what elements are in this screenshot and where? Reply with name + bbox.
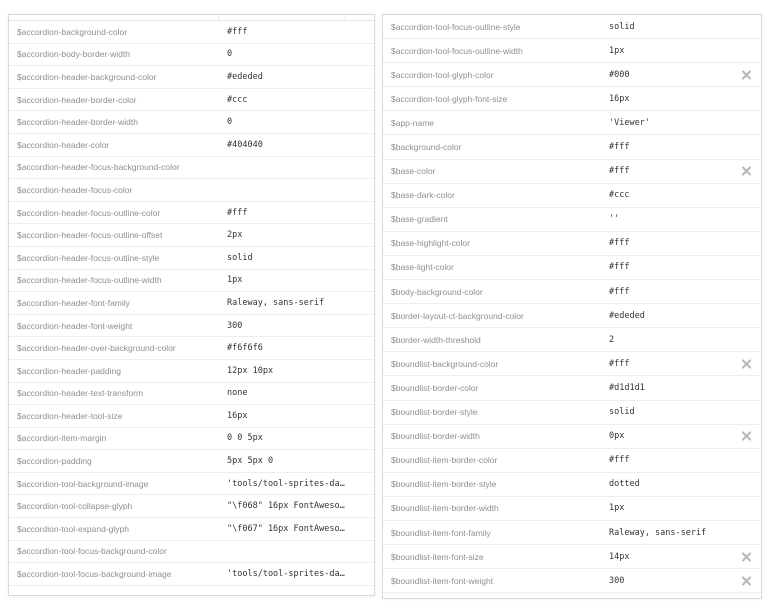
variable-name: $accordion-header-border-width [17,117,138,128]
variable-value[interactable]: solid [227,252,253,263]
variable-name: $base-color [391,166,436,177]
variable-name: $accordion-header-focus-outline-offset [17,230,163,241]
close-icon[interactable] [742,432,751,441]
variable-value[interactable]: 0 0 5px [227,433,263,444]
variable-name: $accordion-tool-focus-outline-style [391,21,521,32]
variable-value[interactable]: #fff [609,142,630,153]
variable-name: $boundlist-item-font-size [391,551,484,562]
variable-name: $boundlist-item-border-color [391,455,498,466]
variable-value[interactable]: 5px 5px 0 [227,456,274,467]
close-icon[interactable] [742,359,751,368]
variable-row[interactable] [9,450,374,473]
variable-row[interactable] [9,518,374,541]
variable-row[interactable] [9,315,374,338]
close-icon[interactable] [742,552,751,561]
variable-row[interactable] [383,449,761,473]
variable-row[interactable] [9,157,374,180]
variable-value[interactable]: #fff [609,238,630,249]
variable-row[interactable] [9,428,374,451]
variable-row[interactable] [9,405,374,428]
variable-name: $body-background-color [391,286,483,297]
variable-value[interactable]: #d1d1d1 [609,382,645,393]
variable-name: $boundlist-item-border-width [391,503,499,514]
variable-row[interactable] [383,328,761,352]
variable-value[interactable]: 1px [609,503,625,514]
variable-name: $accordion-header-focus-outline-width [17,275,162,286]
variable-row[interactable] [383,256,761,280]
variable-row[interactable] [383,376,761,400]
variable-name: $base-light-color [391,262,454,273]
variable-row[interactable] [9,495,374,518]
variable-value[interactable]: #ccc [227,94,248,105]
variable-value[interactable]: 16px [609,93,630,104]
variable-name: $boundlist-item-border-style [391,479,497,490]
variable-row[interactable] [9,66,374,89]
variable-row[interactable] [383,39,761,63]
variable-value[interactable]: Raleway, sans-serif [227,297,325,308]
variable-name: $boundlist-border-style [391,407,478,418]
variable-value[interactable]: 2px [227,230,243,241]
variable-name: $accordion-header-font-family [17,297,130,308]
variable-value[interactable]: #fff [609,455,630,466]
variable-name: $accordion-body-border-width [17,49,130,60]
variable-row[interactable] [9,179,374,202]
variable-name: $accordion-header-text-transform [17,388,144,399]
variable-name: $base-highlight-color [391,238,470,249]
variable-name: $accordion-header-padding [17,365,121,376]
variable-value[interactable]: 12px 10px [227,365,274,376]
variable-value[interactable]: 'tools/tool-sprites-da… [227,478,345,489]
variable-name: $accordion-header-over-background-color [17,343,176,354]
variable-name: $accordion-tool-collapse-glyph [17,501,133,512]
variable-name: $accordion-header-font-weight [17,320,133,331]
variable-row[interactable] [9,383,374,406]
variable-value[interactable]: none [227,388,248,399]
variable-value[interactable]: '' [609,214,620,225]
variable-row[interactable] [9,202,374,225]
variable-value[interactable]: dotted [609,479,640,490]
variable-name: $accordion-header-background-color [17,71,157,82]
variable-name: $accordion-header-focus-color [17,184,133,195]
variable-row[interactable] [383,352,761,376]
variable-name: $accordion-header-focus-background-color [17,162,180,173]
variable-name: $accordion-tool-focus-background-image [17,569,172,580]
variable-name: $accordion-tool-background-image [17,478,149,489]
variable-name: $app-name [391,117,435,128]
variable-value[interactable]: 16px [227,410,248,421]
variable-row[interactable] [383,521,761,545]
variable-value[interactable]: #fff [609,358,630,369]
right-variables-grid [382,14,762,599]
variable-row[interactable] [383,280,761,304]
variable-row[interactable] [9,541,374,564]
variable-name: $base-dark-color [391,190,455,201]
variable-name: $boundlist-background-color [391,358,499,369]
variable-value[interactable]: 0px [609,431,625,442]
variable-value[interactable]: 300 [609,575,625,586]
variable-name: $boundlist-border-color [391,382,479,393]
left-grid-column-divider [218,15,219,20]
variable-value[interactable]: #000 [609,69,630,80]
variable-name: $boundlist-border-width [391,431,480,442]
variable-name: $boundlist-item-font-family [391,527,491,538]
variable-name: $border-width-threshold [391,334,481,345]
variable-name: $accordion-padding [17,456,92,467]
variable-row[interactable] [9,111,374,134]
variable-row[interactable] [383,63,761,87]
variable-name: $base-gradient [391,214,448,225]
variable-row[interactable] [9,292,374,315]
variable-row[interactable] [383,160,761,184]
variable-value[interactable]: #404040 [227,139,263,150]
variable-name: $boundlist-item-font-weight [391,575,494,586]
variable-row[interactable] [9,360,374,383]
right-variables-list [383,15,761,593]
variable-name: $accordion-header-color [17,139,110,150]
variable-name: $accordion-tool-focus-outline-width [391,45,523,56]
variable-name: $accordion-tool-glyph-font-size [391,93,508,104]
variable-row[interactable] [383,545,761,569]
variable-value[interactable]: #ccc [609,190,630,201]
variable-row[interactable] [383,304,761,328]
variable-row[interactable] [9,89,374,112]
variable-row[interactable] [9,134,374,157]
variable-value[interactable]: Raleway, sans-serif [609,527,707,538]
variable-value[interactable]: 14px [609,551,630,562]
variable-name: $accordion-tool-expand-glyph [17,523,129,534]
variable-row[interactable] [383,425,761,449]
variable-row[interactable] [9,224,374,247]
variable-value[interactable]: "\f068" 16px FontAweso… [227,501,345,512]
variable-value[interactable]: 0 [227,49,233,60]
variable-row[interactable] [9,337,374,360]
variable-row[interactable] [9,473,374,496]
left-grid-column-divider [345,15,346,20]
variable-name: $accordion-header-focus-outline-color [17,207,161,218]
left-variables-grid [8,14,375,596]
variable-name: $accordion-tool-glyph-color [391,69,494,80]
variable-value[interactable]: #fff [609,286,630,297]
variable-row[interactable] [383,569,761,593]
variable-name: $accordion-background-color [17,26,128,37]
variable-value[interactable]: 2 [609,334,615,345]
variable-value[interactable]: 1px [227,275,243,286]
variable-value[interactable]: solid [609,21,635,32]
variable-row[interactable] [383,184,761,208]
variable-value[interactable]: #fff [609,166,630,177]
variable-name: $accordion-header-border-color [17,94,137,105]
variable-row[interactable] [383,401,761,425]
variable-row[interactable] [383,87,761,111]
variable-row[interactable] [9,21,374,44]
variable-name: $accordion-tool-focus-background-color [17,546,167,557]
variable-row[interactable] [383,208,761,232]
variable-row[interactable] [383,111,761,135]
variable-value[interactable]: 1px [609,45,625,56]
variable-row[interactable] [383,497,761,521]
variable-name: $border-layout-ct-background-color [391,310,524,321]
variable-value[interactable]: #fff [609,262,630,273]
variable-value[interactable]: solid [609,407,635,418]
variable-value[interactable]: 'Viewer' [609,117,650,128]
variable-name: $accordion-header-tool-size [17,410,123,421]
variable-value[interactable]: 'tools/tool-sprites-da… [227,569,345,580]
variable-row[interactable] [383,473,761,497]
close-icon[interactable] [742,167,751,176]
variable-row[interactable] [9,563,374,586]
close-icon[interactable] [742,576,751,585]
variable-value[interactable]: #f6f6f6 [227,343,263,354]
variable-value[interactable]: #fff [227,26,248,37]
variable-row[interactable] [9,247,374,270]
variable-row[interactable] [9,44,374,67]
variable-name: $accordion-item-margin [17,433,107,444]
variable-row[interactable] [383,232,761,256]
left-variables-list [9,21,374,586]
variable-value[interactable]: #ededed [609,310,645,321]
close-icon[interactable] [742,70,751,79]
variable-name: $accordion-header-focus-outline-style [17,252,160,263]
variable-row[interactable] [9,270,374,293]
variable-value[interactable]: #fff [227,207,248,218]
variable-value[interactable]: 300 [227,320,243,331]
variable-row[interactable] [383,135,761,159]
variable-row[interactable] [383,15,761,39]
variable-value[interactable]: #ededed [227,71,263,82]
variable-value[interactable]: 0 [227,117,233,128]
variable-value[interactable]: "\f067" 16px FontAweso… [227,523,345,534]
variable-name: $background-color [391,142,462,153]
